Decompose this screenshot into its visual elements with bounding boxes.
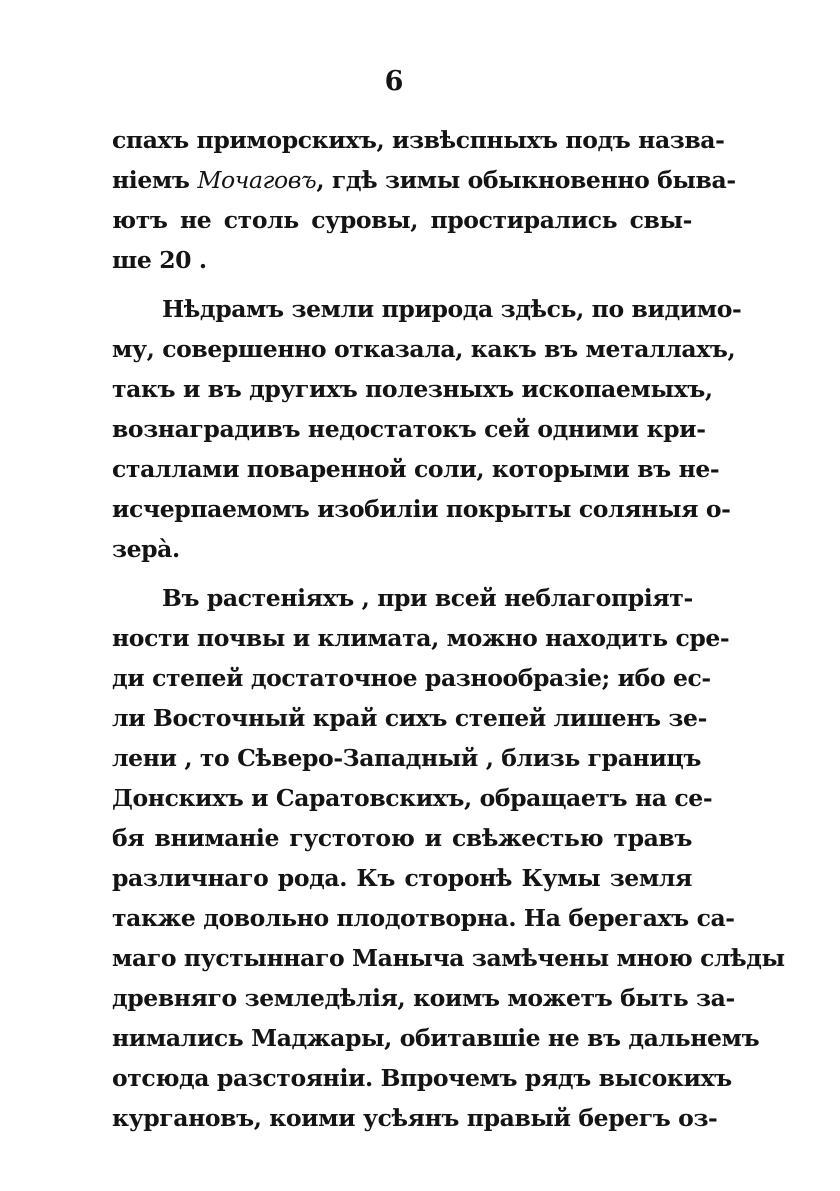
- text-line: [112, 160, 736, 200]
- text-line: сталлами поваренной соли, которыми въ не-: [112, 455, 720, 483]
- paragraph-gap: [112, 280, 692, 289]
- text-line: нимались Маджары, обитавшіе не въ дальнемъ: [112, 1024, 760, 1052]
- text-span: ніемъ: [112, 166, 198, 194]
- paragraph-3: [112, 578, 785, 1138]
- body-text: [112, 120, 785, 1138]
- text-line: исчерпаемомъ изобиліи покрыты соляныя о-: [112, 495, 731, 523]
- text-line: му, совершенно отказала, какъ въ металлахъ,: [112, 335, 736, 363]
- text-line: Донскихъ и Саратовскихъ, обращаетъ на се-: [112, 784, 713, 812]
- text-line: отсюда разстояніи. Впрочемъ рядъ высокихъ: [112, 1064, 732, 1092]
- paragraph-gap: [112, 569, 692, 578]
- text-line: такъ и въ другихъ полезныхъ ископаемыхъ,: [112, 375, 713, 403]
- text-line: различнаго рода. Къ сторонѣ Кумы земля: [112, 864, 692, 892]
- text-line: ности почвы и климата, можно находить сре-: [112, 624, 730, 652]
- text-line: ли Восточный край сихъ степей лишенъ зе-: [112, 704, 707, 732]
- text-line: Нѣдрамъ земли природа здѣсь, по видимо-: [162, 295, 742, 323]
- text-line: Въ растеніяхъ , при всей неблагопріят-: [162, 584, 693, 612]
- text-line: ютъ не столь суровы, простирались свы-: [112, 206, 692, 234]
- text-line: также довольно плодотворна. На берегахъ са-: [112, 904, 735, 932]
- paragraph-1: [112, 120, 736, 280]
- text-line: спахъ приморскихъ, извѣспныхъ подъ назва-: [112, 126, 725, 154]
- text-line: маго пустыннаго Маныча замѣчены мною слѣды: [112, 944, 785, 972]
- text-line: кургановъ, коими усѣянъ правый берегъ оз-: [112, 1104, 718, 1132]
- paragraph-2: [112, 289, 742, 569]
- text-line: древняго земледѣлія, коимъ можетъ быть за-: [112, 984, 735, 1012]
- text-span: , гдѣ зимы обыкновенно быва-: [316, 166, 736, 194]
- text-line: бя вниманіе густотою и свѣжестью травъ: [112, 824, 692, 852]
- text-line: лени , то Сѣверо-Западный , близь границъ: [112, 744, 701, 772]
- italic-term: Мочаговъ: [197, 166, 317, 194]
- text-line: вознаградивъ недостатокъ сей одними кри-: [112, 415, 706, 443]
- text-line: ди степей достаточное разнообразіе; ибо ес-: [112, 664, 711, 692]
- text-line: зерà.: [112, 535, 180, 563]
- text-line: ше 20 .: [112, 246, 207, 274]
- page-number: 6: [384, 66, 404, 97]
